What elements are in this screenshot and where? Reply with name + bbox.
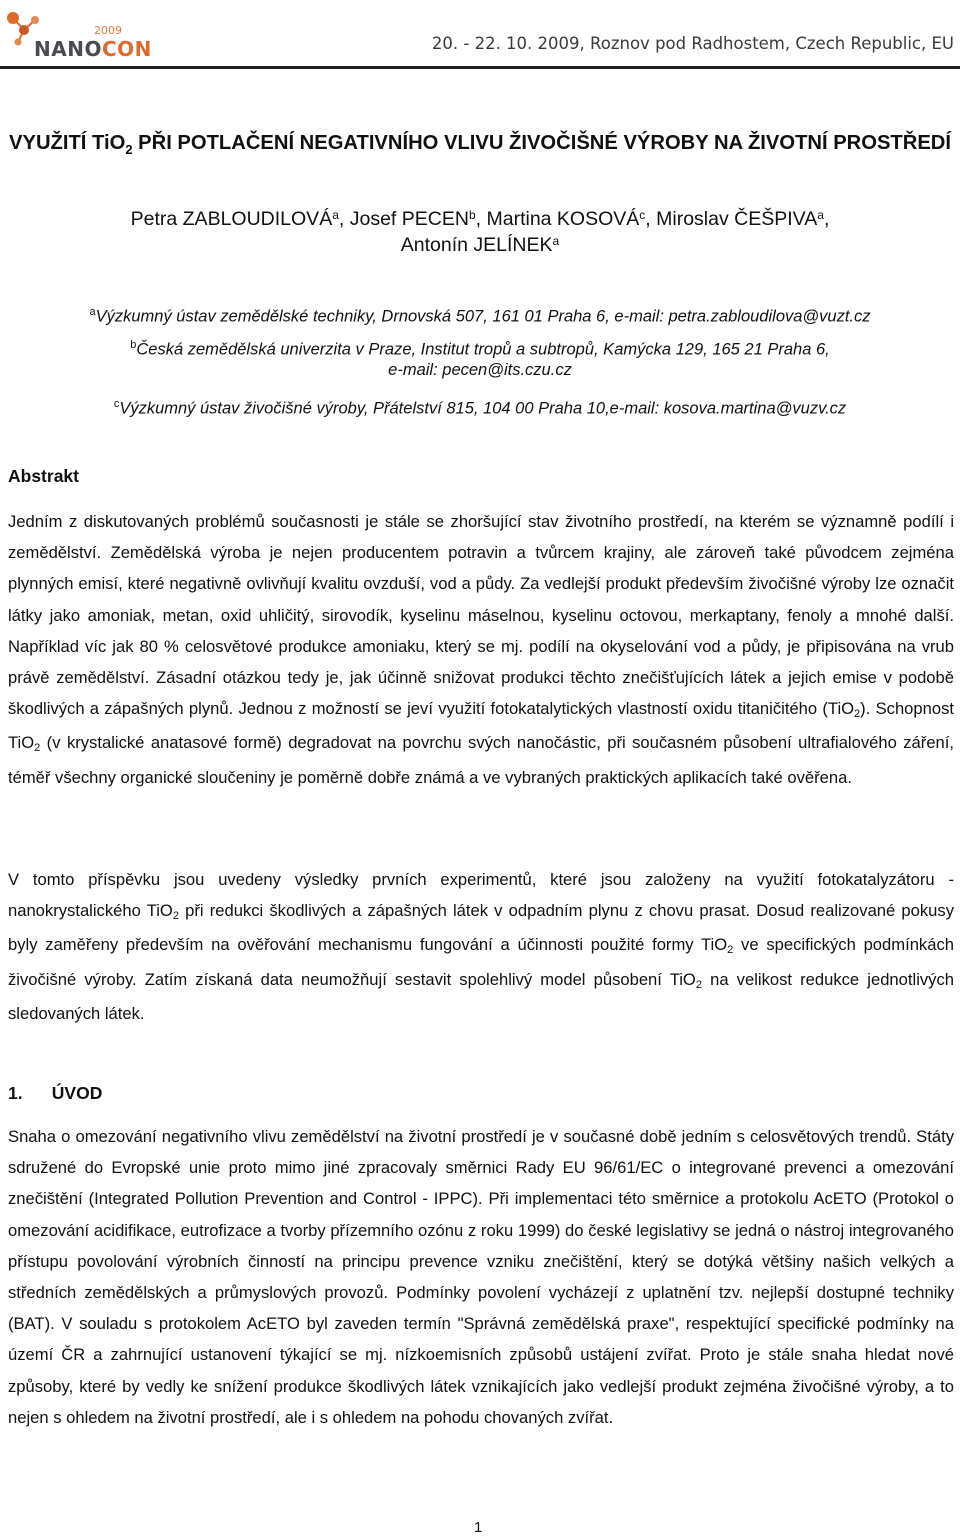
intro-paragraph: Snaha o omezování negativního vlivu zemědělství na životní prostředí je v současné době jedním s celosvětových trendů. Státy sdružené do Evropské unie proto mimo jiné zpracovaly směrnici Rady EU 96/61/EC o integrované prevenci a omezování znečištění (Integrated Pollution Prevention and Control - IPPC). Při implementaci této směrnice a protokolu AcETO (Protokol o omezování acidifikace, eutrofizace a tvorby přízemního ozónu z roku 1999) do české legislativy se jedná o nástroj integrovaného přístupu povolování výrobních činností na principu prevence vzniku znečištění, který se dotýká většiny našich velkých a středních zemědělských a průmyslových provozů. Podmínky povolení vycházejí z uplatnění tzv. nejlepší dostupné techniky (BAT). V souladu s protokolem AcETO byl zaveden termín "Správná zemědělská praxe", respektující specifické podmínky na území ČR a zahrnující ustanovení týkající se mj. nízkoemisních způsobů ustájení zvířat. Proto je stále snaha hledat nové způsoby, které by vedly ke snížení produkce škodlivých látek vznikajících jako vedlejší produkt zejména živočišné výroby, a to nejen s ohledem na životní prostředí, ale i s ohledem na pohodu chovaných zvířat.: [8, 1127, 954, 1427]
logo-wordmark: [34, 37, 152, 61]
author: Antonín JELÍNEK$^a$: [400, 234, 560, 256]
logo-year: 2009: [94, 24, 122, 37]
abstract-paragraph-1: Jedním z diskutovaných problémů současnosti je stále se zhoršující stav životního prostředí, na kterém se významně podílí i zemědělství. Zemědělská výroba je nejen producentem potravin a tvůrcem krajiny, ale zároveň také původcem zejména plynných emisí, které negativně ovlivňují kvalitu ovzduší, vod a půdy. Za vedlejší produkt především živočišné výroby lze označit látky jako amoniak, metan, oxid uhličitý, sirovodík, kyselinu máselnou, kyselinu octovou, merkaptany, fenoly a mnohé další. Například víc jak 80 % celosvětové produkce amoniaku, který se mj. podílí na okyselování vod a půdy, je připisována na vrub právě zemědělství. Zásadní otázkou tedy je, jak účinně snižovat produkci těchto znečišťujících látek a jejich emise v podobě škodlivých a zápašných plynů. Jednou z možností se jeví využití fotokatalytických vlastností oxidu titaničitého (TiO$_2$). Schopnost TiO$_2$ (v krystalické anatasové formě) degradovat na povrchu svých nanočástic, při současném působení ultrafialového záření, téměř všechny organické sloučeniny je poměrně dobře známá a ve vybraných praktických aplikacích také ověřena.: [8, 512, 954, 787]
header-rule: [0, 66, 960, 69]
page-header: [0, 0, 960, 70]
page-number: 1: [474, 1519, 483, 1536]
author: Miroslav ČEŠPIVA$^a$,: [656, 208, 830, 230]
logo-nano: NANO: [34, 37, 102, 61]
nanocon-logo: [4, 4, 152, 62]
event-info: 20. - 22. 10. 2009, Roznov pod Radhostem, Czech Republic, EU: [431, 34, 954, 53]
title-subscript: 2: [125, 142, 133, 158]
affiliation-b: $^b$Česká zemědělská univerzita v Praze, Institut tropů a subtropů, Kamýcka 129, 165 21 Praha 6, e-mail: pecen@its.czu.cz: [130, 339, 830, 379]
author: Josef PECEN$^b$,: [349, 208, 487, 230]
affiliation-c: $^c$Výzkumný ústav živočišné výroby, Přátelství 815, 104 00 Praha 10,e-mail: kosova.martina@vuzv.cz: [113, 398, 847, 418]
title-part2: PŘI POTLAČENÍ NEGATIVNÍHO VLIVU ŽIVOČIŠNÉ VÝROBY NA ŽIVOTNÍ PROSTŘEDÍ: [132, 132, 951, 154]
affiliation-a: $^a$Výzkumný ústav zemědělské techniky, Drnovská 507, 161 01 Praha 6, e-mail: petra.zabloudilova@vuzt.cz: [89, 306, 871, 326]
author-list: [0, 206, 960, 258]
paper-title: [0, 130, 960, 163]
section-1-heading: 1. ÚVOD: [8, 1083, 103, 1103]
title-part1: VYUŽITÍ TiO: [9, 132, 126, 154]
author: Petra ZABLOUDILOVÁ$^a$,: [130, 208, 350, 230]
author: Martina KOSOVÁ$^c$,: [486, 208, 657, 230]
abstract-paragraph-2: V tomto příspěvku jsou uvedeny výsledky prvních experimentů, které jsou založeny na využití fotokatalyzátoru - nanokrystalického TiO$_2$ při redukci škodlivých a zápašných látek v odpadním plynu z chovu prasat. Dosud realizované pokusy byly zaměřeny především na ověřování mechanismu fungování a účinnosti použité formy TiO$_2$ ve specifických podmínkách živočišné výroby. Zatím získaná data neumožňují sestavit spolehlivý model působení TiO$_2$ na velikost redukce jednotlivých sledovaných látek.: [8, 870, 954, 1023]
abstract-heading: Abstrakt: [8, 466, 79, 486]
logo-con: CON: [101, 37, 152, 61]
